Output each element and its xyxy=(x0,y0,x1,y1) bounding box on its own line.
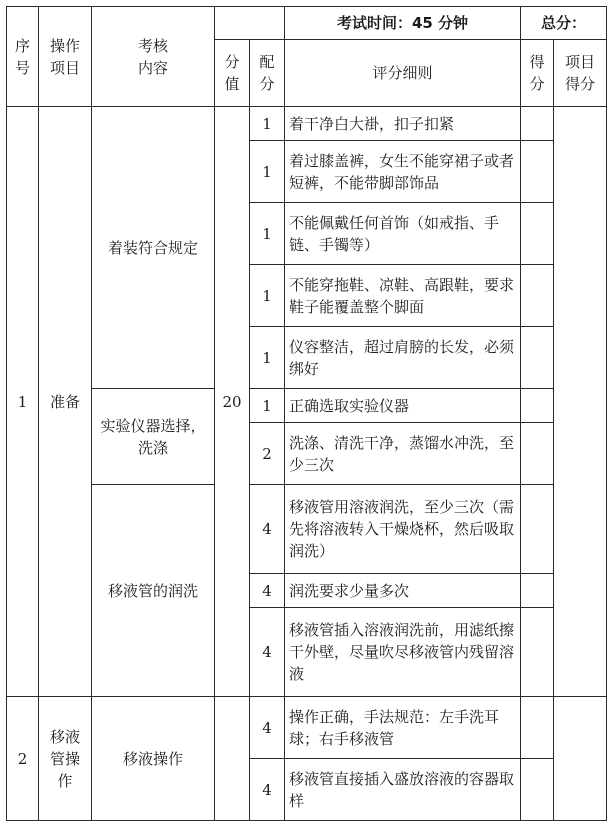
alloc-cell: 4 xyxy=(250,574,285,608)
item-got-cell-2 xyxy=(554,697,607,821)
exam-time-label: 考试时间：45 分钟 xyxy=(285,7,521,40)
alloc-cell: 2 xyxy=(250,423,285,485)
alloc-cell: 4 xyxy=(250,759,285,821)
table-row xyxy=(7,485,607,574)
detail-cell: 移液管用溶液润洗，至少三次（需先将溶液转入干燥烧杯，然后吸取润洗） xyxy=(285,485,521,574)
table-row xyxy=(7,107,607,141)
got-cell xyxy=(521,203,554,265)
got-header: 得分 xyxy=(521,40,554,107)
table-row xyxy=(7,697,607,759)
alloc-cell: 4 xyxy=(250,485,285,574)
alloc-cell: 1 xyxy=(250,141,285,203)
seq-header: 序号 xyxy=(7,7,39,107)
detail-cell: 润洗要求少量多次 xyxy=(285,574,521,608)
got-cell xyxy=(521,485,554,574)
detail-cell: 正确选取实验仪器 xyxy=(285,389,521,423)
got-cell xyxy=(521,141,554,203)
item-cell-pipette: 移液管操作 xyxy=(39,697,92,821)
content-cell-rinse: 移液管的润洗 xyxy=(92,485,215,697)
detail-cell: 移液管插入溶液润洗前，用滤纸擦干外壁，尽量吹尽移液管内残留溶液 xyxy=(285,608,521,697)
alloc-cell: 1 xyxy=(250,389,285,423)
seq-cell-2: 2 xyxy=(7,697,39,821)
got-cell xyxy=(521,107,554,141)
detail-cell: 移液管直接插入盛放溶液的容器取样 xyxy=(285,759,521,821)
content-cell-attire: 着装符合规定 xyxy=(92,107,215,389)
content-header-line1: 考核 xyxy=(137,36,168,55)
got-cell xyxy=(521,327,554,389)
got-cell xyxy=(521,423,554,485)
score-cell-1: 20 xyxy=(215,107,250,697)
header-row-1 xyxy=(7,7,607,40)
content-header-line2: 内容 xyxy=(137,58,168,77)
item-cell-prepare: 准备 xyxy=(39,107,92,697)
item-got-cell-1 xyxy=(554,107,607,697)
alloc-cell: 1 xyxy=(250,107,285,141)
item-header: 操作项目 xyxy=(39,7,92,107)
detail-cell: 仪容整洁，超过肩膀的长发，必须绑好 xyxy=(285,327,521,389)
total-score-label: 总分： xyxy=(521,7,607,40)
detail-cell: 着干净白大褂，扣子扣紧 xyxy=(285,107,521,141)
alloc-cell: 4 xyxy=(250,608,285,697)
detail-cell: 不能佩戴任何首饰（如戒指、手链、手镯等） xyxy=(285,203,521,265)
got-cell xyxy=(521,697,554,759)
got-cell xyxy=(521,574,554,608)
got-cell xyxy=(521,265,554,327)
header-blank xyxy=(215,7,285,40)
alloc-cell: 1 xyxy=(250,265,285,327)
detail-cell: 操作正确，手法规范：左手洗耳球；右手移液管 xyxy=(285,697,521,759)
alloc-cell: 1 xyxy=(250,203,285,265)
alloc-cell: 4 xyxy=(250,697,285,759)
detail-header: 评分细则 xyxy=(285,40,521,107)
detail-cell: 不能穿拖鞋、凉鞋、高跟鞋，要求鞋子能覆盖整个脚面 xyxy=(285,265,521,327)
detail-cell: 洗涤、清洗干净，蒸馏水冲洗，至少三次 xyxy=(285,423,521,485)
content-cell-instrument: 实验仪器选择，洗涤 xyxy=(92,389,215,485)
table-row xyxy=(7,389,607,423)
content-header xyxy=(92,7,215,107)
score-header: 分值 xyxy=(215,40,250,107)
got-cell xyxy=(521,389,554,423)
got-cell xyxy=(521,608,554,697)
scoring-table xyxy=(6,6,607,821)
item-got-header: 项目得分 xyxy=(554,40,607,107)
detail-cell: 着过膝盖裤，女生不能穿裙子或者短裤，不能带脚部饰品 xyxy=(285,141,521,203)
got-cell xyxy=(521,759,554,821)
seq-cell-1: 1 xyxy=(7,107,39,697)
alloc-header: 配分 xyxy=(250,40,285,107)
content-cell-pipette: 移液操作 xyxy=(92,697,215,821)
score-cell-2 xyxy=(215,697,250,821)
alloc-cell: 1 xyxy=(250,327,285,389)
